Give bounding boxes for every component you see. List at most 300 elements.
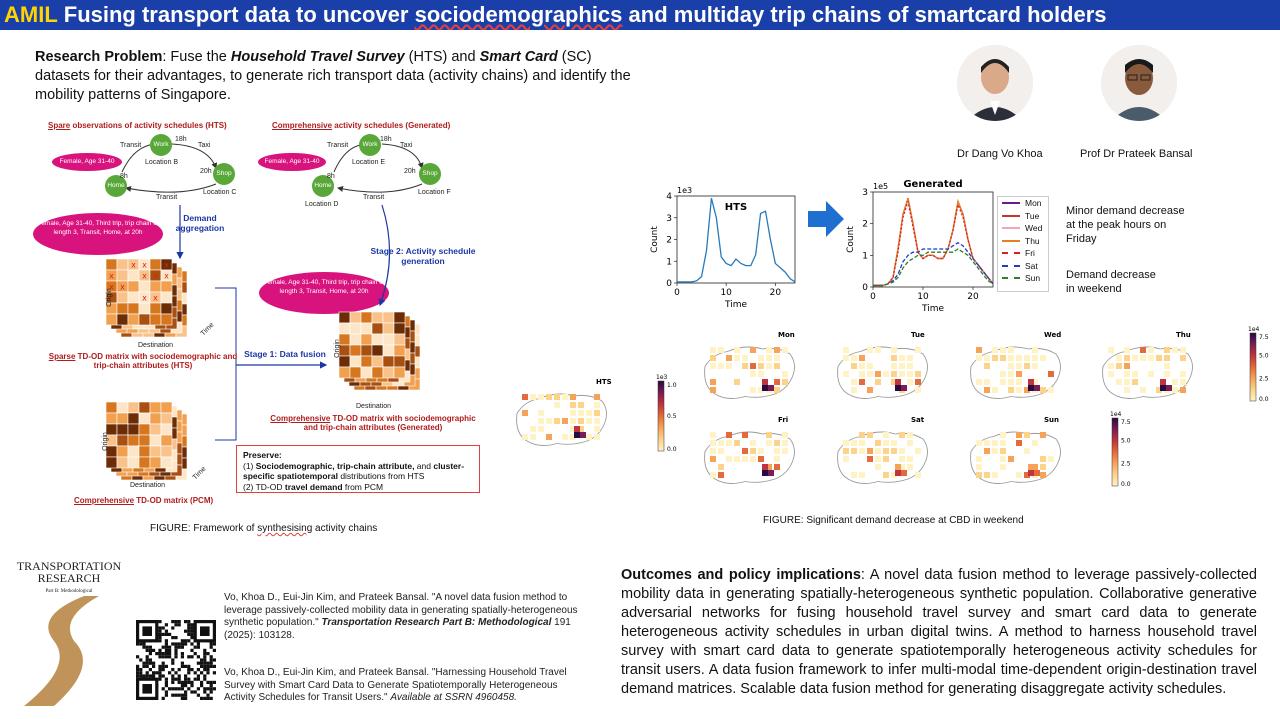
heat-cell (766, 440, 772, 446)
heat-cell (1016, 379, 1022, 385)
qr-module (146, 662, 149, 665)
qr-module (203, 658, 206, 661)
heat-cell (1040, 464, 1046, 470)
qr-module (165, 655, 168, 658)
r1-text: Vo, Khoa D., Eui-Jin Kim, and Prateek Bansal. "A novel data fusion method to leverage passively-collected mobility data in generating spatially-heterogeneous synthetic population." (224, 592, 578, 628)
island-outline (705, 347, 795, 399)
qr-module (165, 630, 168, 633)
heat-cell (915, 379, 921, 385)
cbd-cell (901, 470, 907, 476)
heat-cell (851, 472, 857, 478)
cbd-cell (762, 464, 768, 470)
qr-module (187, 655, 190, 658)
generated-matrix (331, 308, 456, 398)
matrix-cell (150, 446, 161, 457)
r2-avail: Available at SSRN 4960458. (390, 692, 517, 703)
heat-cell (915, 472, 921, 478)
qr-module (136, 655, 139, 658)
heat-cell (976, 464, 982, 470)
heat-cell (992, 440, 998, 446)
qr-module (197, 678, 200, 681)
legend-item-tue (998, 210, 1048, 223)
heat-cell (984, 440, 990, 446)
matrix-cell (106, 402, 117, 413)
heat-cell (758, 355, 764, 361)
heat-cell (1008, 363, 1014, 369)
heat-cell (976, 355, 982, 361)
heat-cell (907, 355, 913, 361)
matrix-cell (339, 367, 350, 378)
heat-cell (734, 456, 740, 462)
matrix-cell (106, 259, 117, 270)
qr-module (171, 626, 174, 629)
heat-cell (1180, 379, 1186, 385)
cbd-cell (1160, 379, 1166, 385)
colorbar-tick: 0.5 (667, 413, 677, 420)
name-khoa: Dr Dang Vo Khoa (957, 148, 1043, 160)
missing-mark: x (164, 271, 169, 281)
qr-finder-core (142, 626, 152, 636)
qr-module (142, 642, 145, 645)
matrix-cell (106, 413, 117, 424)
qr-module (181, 681, 184, 684)
heat-cell (915, 371, 921, 377)
map-label: Mon (778, 331, 795, 339)
p2b: travel demand (284, 481, 343, 492)
colorbar-gradient (1250, 333, 1256, 401)
island-outline (1103, 347, 1193, 399)
node-shop: Shop (213, 163, 235, 185)
heat-cell (578, 418, 584, 424)
qr-module (203, 668, 206, 671)
heat-cell (883, 448, 889, 454)
qr-module (181, 655, 184, 658)
qr-module (178, 646, 181, 649)
matrix-cell (139, 457, 150, 468)
heat-cell (578, 402, 584, 408)
qr-module (197, 655, 200, 658)
y-tick-label: 2 (666, 235, 672, 246)
chart-legend (997, 196, 1049, 292)
qr-module (139, 658, 142, 661)
qr-module (184, 620, 187, 623)
heat-cell (976, 440, 982, 446)
matrix-cell (128, 314, 139, 325)
heat-cell (742, 363, 748, 369)
qr-module (190, 623, 193, 626)
heat-cell (1108, 371, 1114, 377)
matrix-cell (361, 367, 372, 378)
qr-module (181, 684, 184, 687)
pcm-matrix-stack (106, 402, 187, 480)
missing-mark: x (164, 260, 169, 270)
matrix-cell (394, 367, 405, 378)
sparse-destination-label: Destination (138, 342, 174, 349)
heat-cell (907, 440, 913, 446)
matrix-cell (150, 303, 161, 314)
qr-module (187, 630, 190, 633)
heatmap-sun (966, 410, 1116, 490)
heat-cell (742, 355, 748, 361)
heat-cell (1124, 355, 1130, 361)
qr-module (178, 623, 181, 626)
legend-label: Sat (1025, 260, 1038, 271)
colorbar-tick: 1.0 (667, 382, 677, 389)
qr-module (168, 646, 171, 649)
heat-cell (859, 440, 865, 446)
qr-module (162, 626, 165, 629)
heat-cell (1048, 387, 1054, 393)
heat-cell (984, 387, 990, 393)
qr-module (190, 684, 193, 687)
heat-cell (1164, 347, 1170, 353)
heat-cell (984, 448, 990, 454)
qr-module (171, 662, 174, 665)
qr-module (203, 662, 206, 665)
spare-rest: observations of activity schedules (HTS) (70, 121, 227, 130)
qr-module (165, 646, 168, 649)
matrix-cell (383, 323, 394, 334)
heat-cell (976, 456, 982, 462)
matrix-cell (128, 424, 139, 435)
qr-code[interactable] (136, 620, 216, 700)
qr-module (203, 697, 206, 700)
heat-cell (915, 347, 921, 353)
heat-cell (1040, 355, 1046, 361)
outcomes-body: : A novel data fusion method to leverage passively-collected mobility data in generating spatially-heterogeneous synthetic population. Collaborative generative adversarial networks for fusing household travel survey and smart card data to generate heterogeneous activity schedules in urban digital twins. A method to harness household travel survey with smart card data to generate spatiotemporally heterogeneous activity schedules for transit users. A data fusion framework to infer multi-modal time-dependent origin-destination travel demand matrices. Scalable data fusion method for generating disaggregate activity schedules. (621, 567, 1257, 697)
qr-module (187, 665, 190, 668)
matrix-cell (128, 446, 139, 457)
heat-cell (843, 456, 849, 462)
matrix-cell (139, 402, 150, 413)
qr-module (213, 658, 216, 661)
qr-module (187, 620, 190, 623)
qr-module (162, 665, 165, 668)
qr-module (171, 674, 174, 677)
heat-cell (992, 355, 998, 361)
matrix-cell (128, 402, 139, 413)
qr-module (165, 623, 168, 626)
matrix-cell (161, 424, 172, 435)
heat-cell (710, 448, 716, 454)
heat-cell (758, 456, 764, 462)
cbd-cell (895, 385, 901, 391)
qr-module (203, 687, 206, 690)
y-tick-label: 0 (666, 279, 672, 289)
colorbar-gradient (1112, 418, 1118, 486)
generated-caption (268, 414, 478, 432)
p1e: distributions from HTS (337, 471, 425, 481)
heat-cell (851, 387, 857, 393)
matrix-cell (150, 402, 161, 413)
qr-module (190, 681, 193, 684)
matrix-cell (139, 446, 150, 457)
journal-name-1: TRANSPORTATION (16, 559, 122, 573)
matrix-cell (161, 435, 172, 446)
qr-module (171, 642, 174, 645)
lbl-loc-e: Location E (352, 159, 386, 166)
qr-module (210, 665, 213, 668)
qr-module (174, 687, 177, 690)
colorbar-tick: 0.0 (1259, 396, 1269, 403)
heat-cell (1016, 440, 1022, 446)
qr-module (184, 674, 187, 677)
map-label: Sun (1044, 416, 1060, 424)
lbl-18h: 18h (175, 136, 187, 143)
qr-module (187, 668, 190, 671)
qr-module (174, 671, 177, 674)
heat-cell (1016, 363, 1022, 369)
heat-cell (859, 363, 865, 369)
legend-swatch (1002, 252, 1020, 254)
cbd-cell (1028, 470, 1034, 476)
colorbar-tick: 0.0 (1121, 481, 1131, 488)
qr-module (210, 684, 213, 687)
qr-module (149, 668, 152, 671)
heat-cell (1140, 355, 1146, 361)
matrix-cell (161, 292, 172, 303)
qr-module (197, 687, 200, 690)
heat-cell (570, 410, 576, 416)
heat-cell (1024, 432, 1030, 438)
lbl-loc-b: Location B (145, 159, 179, 166)
rp-text-2: (HTS) and (404, 49, 480, 65)
heat-cell (594, 394, 600, 400)
qr-module (174, 620, 177, 623)
lbl-taxi-gen: Taxi (400, 142, 413, 149)
qr-module (158, 630, 161, 633)
matrix-cell (117, 413, 128, 424)
p1c: and (414, 460, 434, 471)
qr-module (190, 633, 193, 636)
qr-module (165, 681, 168, 684)
qr-module (184, 694, 187, 697)
heat-cell (867, 363, 873, 369)
matrix-cell (361, 312, 372, 323)
matrix-cell (394, 356, 405, 367)
qr-module (146, 665, 149, 668)
heat-cell (1000, 448, 1006, 454)
legend-label: Mon (1025, 198, 1042, 209)
qr-module (139, 671, 142, 674)
y-tick-label: 3 (666, 213, 672, 224)
heat-cell (530, 426, 536, 432)
qr-module (139, 642, 142, 645)
heat-cell (522, 410, 528, 416)
qr-module (155, 671, 158, 674)
missing-mark: x (120, 282, 125, 292)
heat-cell (1132, 379, 1138, 385)
cbd-cell (762, 470, 768, 476)
sparse-matrix-stack (106, 259, 187, 337)
heat-cell (734, 347, 740, 353)
heat-cell (851, 363, 857, 369)
matrix-cell (128, 292, 139, 303)
qr-module (213, 642, 216, 645)
heat-cell (875, 371, 881, 377)
title-part-1: Fusing transport data to uncover (63, 2, 415, 27)
heat-cell (554, 418, 560, 424)
qr-module (178, 674, 181, 677)
missing-mark: x (109, 282, 114, 292)
qr-module (142, 646, 145, 649)
matrix-cell (394, 334, 405, 345)
qr-module (197, 646, 200, 649)
qr-module (187, 687, 190, 690)
qr-module (197, 662, 200, 665)
qr-module (210, 662, 213, 665)
heat-cell (1040, 387, 1046, 393)
heat-cell (718, 464, 724, 470)
heat-cell (984, 379, 990, 385)
cbd-cell (762, 385, 768, 391)
p2c: from PCM (342, 481, 384, 492)
gen-origin-label: Origin (333, 339, 341, 358)
legend-item-sun (998, 272, 1048, 285)
heat-cell (1016, 387, 1022, 393)
heat-cell (867, 432, 873, 438)
qr-module (152, 662, 155, 665)
heat-cell (742, 448, 748, 454)
colorbar-scale: 1e4 (1248, 326, 1260, 333)
matrix-cell (361, 334, 372, 345)
heat-cell (594, 434, 600, 440)
preserve-title: Preserve: (243, 450, 282, 460)
qr-module (158, 674, 161, 677)
qr-module (200, 681, 203, 684)
heat-cell (891, 347, 897, 353)
qr-module (187, 633, 190, 636)
heat-cell (1040, 432, 1046, 438)
qr-module (142, 665, 145, 668)
persona-cloud-2: Female, Age 31-40 (258, 153, 326, 171)
heat-cell (782, 379, 788, 385)
heat-cell (1164, 363, 1170, 369)
qr-module (197, 694, 200, 697)
matrix-cell (394, 345, 405, 356)
missing-mark: x (131, 260, 136, 270)
colorbar-tick: 2.5 (1121, 460, 1131, 468)
compgen-rest: TD-OD matrix with sociodemographic and trip-chain attributes (Generated) (303, 414, 476, 432)
heat-cell (726, 432, 732, 438)
qr-module (203, 649, 206, 652)
heat-cell (766, 355, 772, 361)
journal-cover (14, 560, 124, 706)
qr-module (213, 649, 216, 652)
heat-cell (538, 410, 544, 416)
legend-item-thu (998, 235, 1048, 248)
heat-cell (782, 432, 788, 438)
heat-cell (915, 448, 921, 454)
qr-module (200, 665, 203, 668)
matrix-cell (128, 413, 139, 424)
missing-mark: x (142, 271, 147, 281)
legend-label: Thu (1025, 235, 1040, 246)
qr-module (194, 678, 197, 681)
heat-cell (758, 363, 764, 369)
qr-module (174, 652, 177, 655)
qr-module (158, 652, 161, 655)
matrix-cell (350, 312, 361, 323)
heat-cell (1180, 387, 1186, 393)
qr-module (210, 646, 213, 649)
matrix-cell (139, 435, 150, 446)
heat-cell (710, 379, 716, 385)
x-tick-label: 0 (674, 288, 680, 298)
qr-module (184, 681, 187, 684)
qr-module (178, 681, 181, 684)
pcm-u: Comprehensive (74, 496, 135, 505)
qr-module (178, 694, 181, 697)
series-line-tue (873, 198, 993, 285)
matrix-cell (150, 457, 161, 468)
lbl-8h-gen: 8h (327, 173, 335, 180)
heat-cell (766, 363, 772, 369)
heat-cell (992, 472, 998, 478)
rp-text-3: (SC) datasets for their advantages, to generate rich transport data (activity chains) and identify the mobility patterns of Singapore. (35, 49, 631, 103)
heat-cell (774, 355, 780, 361)
matrix-cell (150, 424, 161, 435)
heat-cell (1024, 363, 1030, 369)
map-label: HTS (596, 378, 612, 386)
heat-cell (1000, 440, 1006, 446)
heat-cell (1000, 456, 1006, 462)
matrix-cell (350, 367, 361, 378)
heat-cell (1016, 472, 1022, 478)
heat-cell (867, 456, 873, 462)
qr-module (136, 668, 139, 671)
heat-cell (859, 432, 865, 438)
heat-cell (1008, 355, 1014, 361)
journal-part: Part B: Methodological (45, 589, 93, 594)
heat-cell (1172, 379, 1178, 385)
heat-cell (843, 448, 849, 454)
matrix-cell (350, 345, 361, 356)
y-axis-label: Count (650, 226, 660, 253)
qr-module (210, 658, 213, 661)
heat-cell (875, 379, 881, 385)
heatmap-fri (700, 410, 850, 490)
sparse-origin-label: Origin (105, 288, 113, 307)
heat-cell (984, 355, 990, 361)
right-arrow-icon (808, 199, 844, 239)
colorbar-tick: 7.5 (1121, 419, 1131, 426)
heat-cell (750, 387, 756, 393)
heat-cell (774, 448, 780, 454)
heat-cell (734, 355, 740, 361)
heat-cell (538, 426, 544, 432)
qr-module (171, 636, 174, 639)
heat-cell (1032, 347, 1038, 353)
qr-module (152, 674, 155, 677)
qr-module (190, 655, 193, 658)
lbl-18h-gen: 18h (380, 136, 392, 143)
heat-cell (883, 371, 889, 377)
qr-module (174, 649, 177, 652)
heat-cell (1164, 371, 1170, 377)
heat-cell (992, 448, 998, 454)
heat-cell (1048, 371, 1054, 377)
qr-module (213, 671, 216, 674)
lbl-20h: 20h (200, 168, 212, 175)
heat-cell (782, 347, 788, 353)
matrix-cell (106, 314, 117, 325)
qr-module (203, 674, 206, 677)
qr-module (149, 662, 152, 665)
qr-module (162, 668, 165, 671)
qr-module (162, 646, 165, 649)
qr-module (158, 639, 161, 642)
